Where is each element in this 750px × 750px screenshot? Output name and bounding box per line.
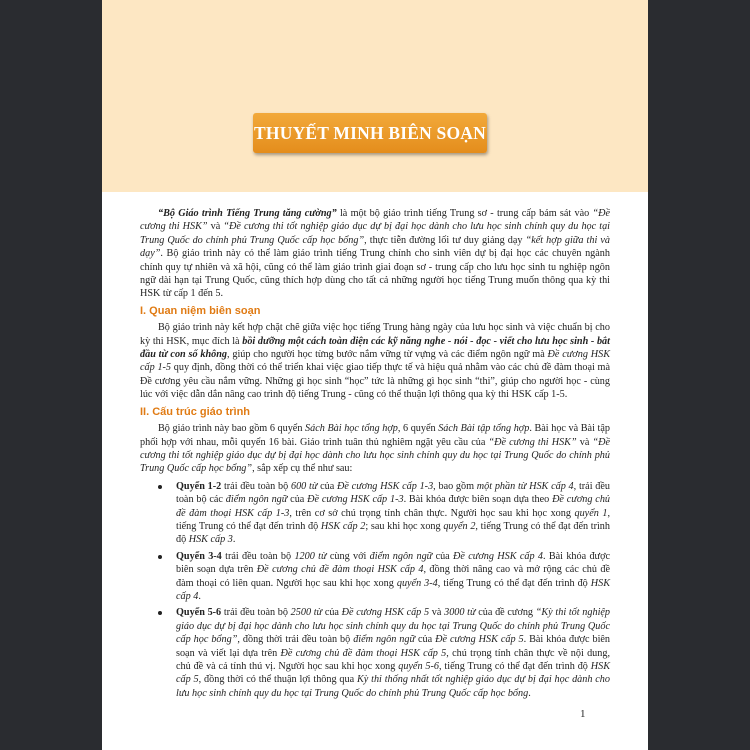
section2-paragraph: Bộ giáo trình này bao gồm 6 quyển Sách Bài học tổng hợp, 6 quyển Sách Bài tập tổng hợp. Bài học và Bài tập phối hợp với nhau, mỗi quyển 16 bài. Giáo trình tuân thủ nghiêm ngặt yêu cầu của “Đề cương thi HSK” và “Đề cương thi tốt nghiệp giáo dục dự bị đại học dành cho lưu học sinh chính quy du học tại Trung Quốc do chính phủ Trung Quốc cấp học bổng”, sắp xếp cụ thể như sau:	[140, 423, 610, 475]
section1-paragraph: Bộ giáo trình này kết hợp chặt chẽ giữa việc học tiếng Trung hàng ngày của lưu học sinh và việc chuẩn bị cho kỳ thi HSK, mục đích là bồi dưỡng một cách toàn diện các kỹ năng nghe - nói - đọc - viết cho lưu học sinh - bắt đầu từ con số không, giúp cho người học từng bước nắm vững từ vựng và các điểm ngôn ngữ mà Đề cương HSK cấp 1-5 quy định, đồng thời có thể triển khai việc giao tiếp thực tế và hiệu quả nhằm vào các chủ đề đàm thoại mà Đề cương yêu cầu nắm vững. Những gì học sinh “học” tức là những gì học sinh “thi”, giúp cho người học - cùng lúc với việc dẫn dắn nâng cao trình độ tiếng Trung - cũng có thể thuận lợi thông qua kỳ thi HSK cấp 1-5.	[140, 322, 610, 401]
bullet-icon	[158, 555, 162, 559]
page-number: 1	[580, 708, 586, 720]
list-item-text: Quyển 3-4 trải đều toàn bộ 1200 từ cùng với điểm ngôn ngữ của Đề cương HSK cấp 4. Bài khóa được biên soạn dựa trên Đề cương chủ đề đàm thoại HSK cấp 4, đồng thời nâng cao và mở rộng các chủ đề đàm thoại có liên quan. Người học sau khi học xong quyển 3-4, tiếng Trung có thể đạt đến trình độ HSK cấp 4.	[176, 550, 611, 602]
list-item	[140, 550, 610, 604]
section-heading-1: I. Quan niệm biên soạn	[140, 304, 261, 317]
list-item-text: Quyển 5-6 trải đều toàn bộ 2500 từ của Đề cương HSK cấp 5 và 3000 từ của đề cương “Kỳ thi tốt nghiệp giáo dục dự bị đại học dành cho lưu học sinh chính quy du học tại Trung Quốc do chính phủ Trung Quốc cấp học bổng”, đồng thời trải đều toàn bộ điểm ngôn ngữ của Đề cương HSK cấp 5. Bài khóa được biên soạn và viết lại dựa trên Đề cương chủ đề đàm thoại HSK cấp 5, chú trọng tính chân thực về nội dung, chủ đề và cả tính thú vị. Người học sau khi học xong quyển 5-6, tiếng Trung có thể đạt đến trình độ HSK cấp 5, đồng thời có thể thuận lợi thông qua Kỳ thi thống nhất tốt nghiệp giáo dục dự bị đại học dành cho lưu học sinh chính quy du học tại Trung Quốc do chính phủ Trung Quốc cấp học bổng.	[176, 607, 611, 699]
volume-list	[140, 480, 610, 701]
section-heading-2: II. Cấu trúc giáo trình	[140, 405, 251, 418]
document-page	[102, 0, 648, 750]
title-banner	[253, 113, 487, 153]
header-band	[102, 0, 648, 192]
list-item-text: Quyển 1-2 trải đều toàn bộ 600 từ của Đề cương HSK cấp 1-3, bao gồm một phần từ HSK cấp 4, trải đều toàn bộ các điểm ngôn ngữ của Đề cương HSK cấp 1-3. Bài khóa được biên soạn dựa theo Đề cương chủ đề đàm thoại HSK cấp 1-3, trên cơ sở chú trọng tính chân thực. Người học sau khi học xong quyển 1, tiếng Trung có thể đạt đến trình độ HSK cấp 2; sau khi học xong quyển 2, tiếng Trung có thể đạt đến trình độ HSK cấp 3.	[176, 480, 611, 546]
page-title: THUYẾT MINH BIÊN SOẠN	[254, 122, 486, 143]
list-item	[140, 606, 610, 700]
bullet-icon	[158, 611, 162, 615]
bullet-icon	[158, 485, 162, 489]
list-item	[140, 480, 610, 547]
intro-paragraph: “Bộ Giáo trình Tiếng Trung tăng cường” là một bộ giáo trình tiếng Trung sơ - trung cấp bám sát vào “Đề cương thi HSK” và “Đề cương thi tốt nghiệp giáo dục dự bị đại học dành cho lưu học sinh chính quy du học tại Trung Quốc do chính phủ Trung Quốc cấp học bổng”, thực tiễn đường lối tư duy giảng dạy “kết hợp giữa thi và dạy”. Bộ giáo trình này có thể làm giáo trình tiếng Trung chính cho sinh viên dự bị đại học các chuyên ngành chính quy tự nhiên và xã hội, cũng có thể làm giáo trình giai đoạn sơ - trung cấp cho lưu học sinh tu nghiệp ngôn ngữ dài hạn tại Trung Quốc, cũng thích hợp dùng cho tất cả những người học tiếng Trung muốn thông qua kỳ thi HSK từ cấp 1 đến 5.	[140, 208, 610, 300]
body-content	[140, 207, 610, 703]
